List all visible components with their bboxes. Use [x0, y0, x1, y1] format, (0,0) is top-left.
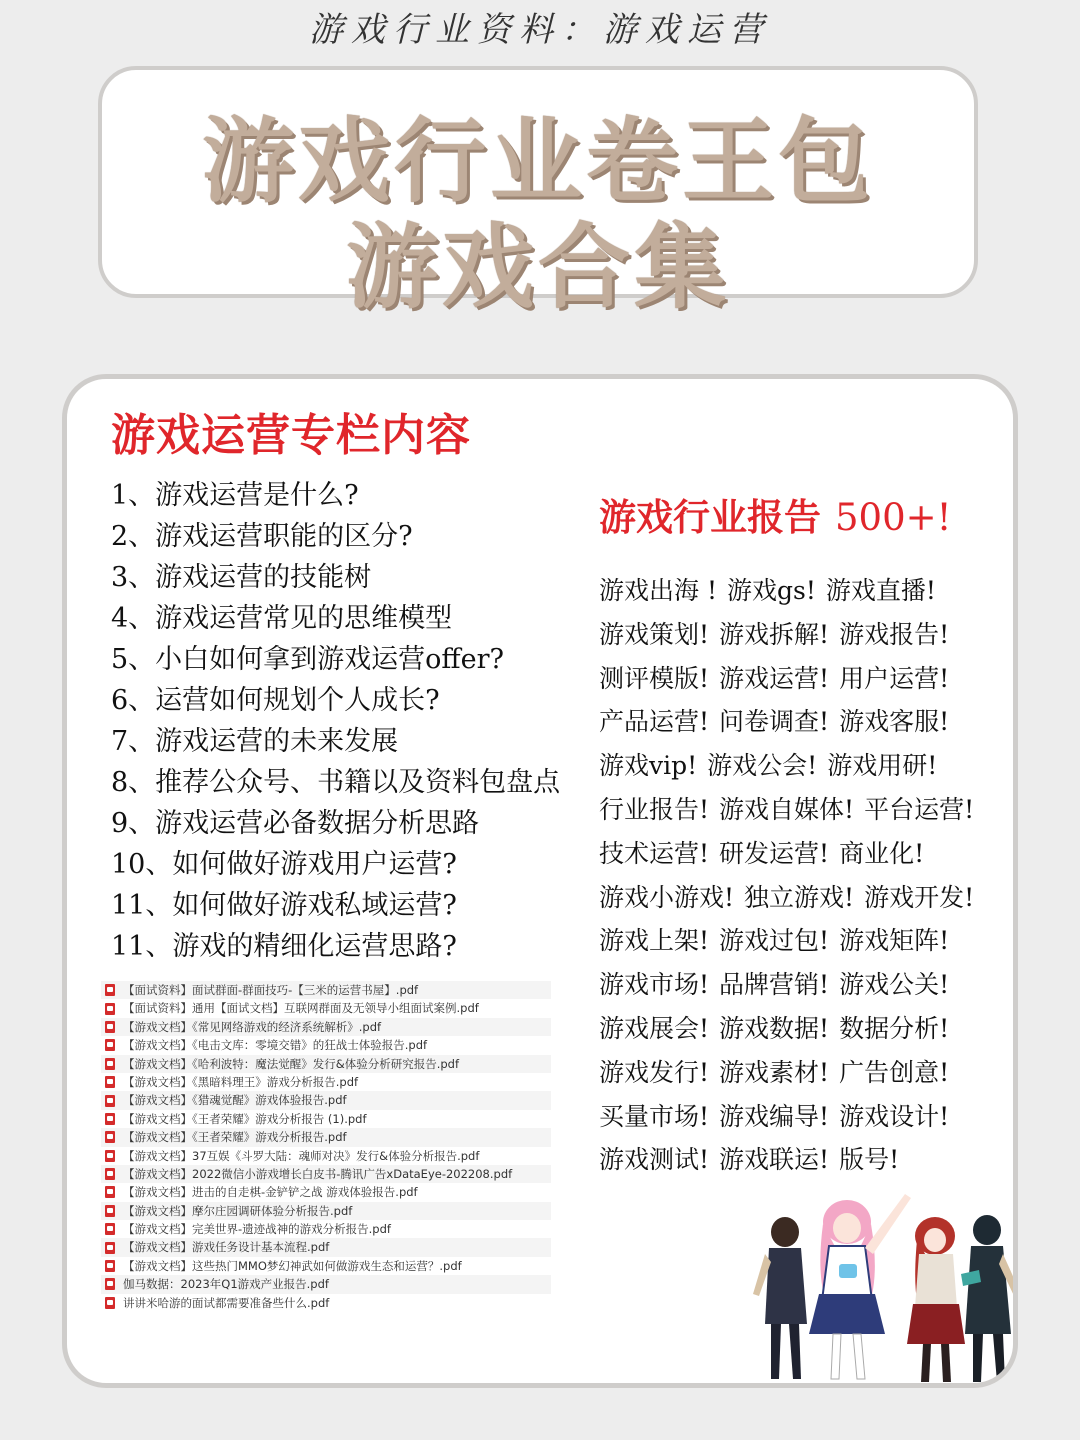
report-tag: 游戏用研! — [827, 751, 938, 781]
report-tag: 游戏自媒体! — [719, 794, 855, 824]
pdf-file-icon — [105, 1058, 115, 1070]
file-name: 【游戏文档】《王者荣耀》游戏分析报告.pdf — [123, 1130, 347, 1145]
report-tag: 游戏拆解! — [719, 619, 830, 649]
report-tag-row — [599, 1007, 1018, 1051]
topic-item: 5、小白如何拿到游戏运营offer? — [111, 644, 504, 675]
file-row[interactable] — [101, 1183, 551, 1201]
file-row[interactable] — [101, 1091, 551, 1109]
report-tag: 游戏设计! — [839, 1101, 950, 1131]
report-tag: 买量市场! — [599, 1101, 710, 1131]
file-name: 【游戏文档】《猎魂觉醒》游戏体验报告.pdf — [123, 1093, 347, 1108]
file-name: 【游戏文档】《王者荣耀》游戏分析报告 (1).pdf — [123, 1111, 367, 1126]
file-name: 【游戏文档】《电击文库：零境交错》的狂战士体验报告.pdf — [123, 1038, 428, 1053]
report-tag-row — [599, 832, 1018, 876]
report-tag: 游戏市场! — [599, 970, 710, 1000]
file-row[interactable] — [101, 1220, 551, 1238]
file-name: 【游戏文档】完美世界-遗迹战神的游戏分析报告.pdf — [123, 1222, 391, 1237]
topic-list — [111, 475, 560, 967]
pdf-file-icon — [105, 1076, 115, 1088]
topic-item: 2、游戏运营职能的区分? — [111, 521, 413, 552]
file-row[interactable] — [101, 1202, 551, 1220]
character-left — [753, 1217, 807, 1379]
report-heading-label: 游戏行业报告 — [599, 496, 821, 539]
file-name: 【游戏文档】2022微信小游戏增长白皮书-腾讯广告xDataEye-202208.pdf — [123, 1166, 513, 1181]
character-right — [961, 1215, 1018, 1382]
report-tag-row — [599, 744, 1018, 788]
section-title: 游戏运营专栏内容 — [111, 410, 471, 461]
character-red — [907, 1217, 965, 1382]
file-row[interactable] — [101, 1055, 551, 1073]
file-name: 讲讲米哈游的面试都需要准备些什么.pdf — [123, 1295, 330, 1310]
report-tag: 游戏vip! — [599, 751, 698, 781]
file-row[interactable] — [101, 1147, 551, 1165]
report-tag-row — [599, 919, 1018, 963]
file-name: 【游戏文档】进击的自走棋-金铲铲之战 游戏体验报告.pdf — [123, 1185, 418, 1200]
file-name: 【面试资料】通用【面试文档】互联网群面及无领导小组面试案例.pdf — [123, 1001, 479, 1016]
pdf-file-icon — [105, 1260, 115, 1272]
report-tag-row — [599, 613, 1018, 657]
file-row[interactable] — [101, 1238, 551, 1256]
file-row[interactable] — [101, 1073, 551, 1091]
report-tag: 行业报告! — [599, 794, 710, 824]
pdf-file-icon — [105, 1150, 115, 1162]
file-name: 【面试资料】面试群面-群面技巧-【三米的运营书屋】.pdf — [123, 983, 419, 997]
report-tag-row — [599, 788, 1018, 832]
file-name: 【游戏文档】游戏任务设计基本流程.pdf — [123, 1240, 330, 1255]
report-heading — [599, 487, 952, 541]
pdf-file-icon — [105, 1168, 115, 1180]
report-tag: 游戏发行! — [599, 1057, 710, 1087]
topic-item: 3、游戏运营的技能树 — [111, 562, 372, 593]
report-tag: 游戏编导! — [719, 1101, 830, 1131]
topic-item: 6、运营如何规划个人成长? — [111, 685, 440, 716]
topic-item: 11、游戏的精细化运营思路? — [111, 931, 457, 962]
title-banner — [98, 66, 978, 321]
report-tag: 游戏测试! — [599, 1145, 710, 1175]
file-row[interactable] — [101, 1018, 551, 1036]
report-tag: 游戏客服! — [839, 707, 950, 737]
report-tag: 游戏矩阵! — [839, 926, 950, 956]
pdf-file-icon — [105, 984, 115, 996]
file-row[interactable] — [101, 1165, 551, 1183]
content-card — [62, 374, 1018, 1388]
file-name: 【游戏文档】《常见网络游戏的经济系统解析》.pdf — [123, 1019, 382, 1034]
topic-item: 4、游戏运营常见的思维模型 — [111, 603, 453, 634]
file-row[interactable] — [101, 1275, 551, 1293]
report-tag-row — [599, 1051, 1018, 1095]
file-name: 【游戏文档】《哈利波特：魔法觉醒》发行&体验分析研究报告.pdf — [123, 1056, 460, 1071]
report-tag: 游戏出海 ! — [599, 576, 717, 605]
pdf-file-icon — [105, 1131, 115, 1143]
report-tag-row — [599, 657, 1018, 701]
report-tag: 游戏联运! — [719, 1145, 830, 1175]
pdf-file-icon — [105, 1186, 115, 1198]
report-tag: 平台运营! — [864, 794, 975, 824]
report-tag: 游戏小游戏! — [599, 882, 735, 912]
report-tag: 产品运营! — [599, 707, 710, 737]
pdf-file-icon — [105, 1205, 115, 1217]
report-tag: 商业化! — [839, 838, 925, 868]
topic-item: 9、游戏运营必备数据分析思路 — [111, 808, 480, 839]
file-row[interactable] — [101, 1110, 551, 1128]
pdf-file-icon — [105, 1297, 115, 1309]
report-count: 500+! — [835, 496, 952, 539]
pdf-file-icon — [105, 1039, 115, 1051]
report-tag-row — [599, 569, 1018, 613]
report-tag: 独立游戏! — [744, 882, 855, 912]
file-row[interactable] — [101, 1036, 551, 1054]
file-row[interactable] — [101, 981, 551, 999]
character-pink — [809, 1194, 911, 1379]
banner-title-line-2: 游戏合集 — [345, 214, 730, 321]
file-list-panel — [101, 981, 551, 1312]
pdf-file-icon — [105, 1223, 115, 1235]
report-tag: 用户运营! — [839, 663, 950, 693]
file-name: 【游戏文档】《黑暗料理王》游戏分析报告.pdf — [123, 1074, 359, 1089]
report-tag: 测评模版! — [599, 663, 710, 693]
topic-item: 8、推荐公众号、书籍以及资料包盘点 — [111, 767, 561, 798]
pdf-file-icon — [105, 1113, 115, 1125]
report-tag: 数据分析! — [839, 1013, 950, 1043]
report-tag-grid — [599, 569, 1018, 1182]
report-tag: 广告创意! — [839, 1057, 950, 1087]
report-tag: 游戏素材! — [719, 1057, 830, 1087]
pdf-file-icon — [105, 1021, 115, 1033]
report-tag: 游戏gs! — [727, 576, 816, 605]
anime-characters-illustration — [735, 1174, 1018, 1388]
file-name: 伽马数据：2023年Q1游戏产业报告.pdf — [123, 1277, 329, 1292]
file-row[interactable] — [101, 1257, 551, 1275]
report-tag: 游戏运营! — [719, 663, 830, 693]
report-tag: 游戏公会! — [707, 751, 818, 781]
pdf-file-icon — [105, 1003, 115, 1015]
report-tag: 游戏上架! — [599, 926, 710, 956]
pdf-file-icon — [105, 1242, 115, 1254]
report-tag: 游戏策划! — [599, 619, 710, 649]
topic-item: 1、游戏运营是什么? — [111, 480, 359, 511]
report-tag: 版号! — [839, 1145, 900, 1175]
file-row[interactable] — [101, 1294, 551, 1312]
report-tag: 游戏报告! — [839, 619, 950, 649]
file-row[interactable] — [101, 999, 551, 1017]
report-tag-row — [599, 876, 1018, 920]
report-tag: 游戏展会! — [599, 1013, 710, 1043]
file-name: 【游戏文档】这些热门MMO梦幻神武如何做游戏生态和运营？.pdf — [123, 1258, 462, 1273]
pdf-file-icon — [105, 1095, 115, 1107]
report-tag-row — [599, 1095, 1018, 1139]
report-tag: 技术运营! — [599, 838, 710, 868]
report-tag: 游戏直播! — [825, 576, 936, 605]
file-name: 【游戏文档】摩尔庄园调研体验分析报告.pdf — [123, 1203, 353, 1218]
report-tag-row — [599, 963, 1018, 1007]
topic-item: 11、如何做好游戏私域运营? — [111, 890, 457, 921]
banner-title-line-1: 游戏行业卷王包 — [201, 108, 874, 215]
topic-item: 10、如何做好游戏用户运营? — [111, 849, 457, 880]
report-tag: 品牌营销! — [719, 970, 830, 1000]
top-caption: 游戏行业资料：游戏运营 — [309, 10, 771, 50]
report-tag: 游戏公关! — [839, 970, 950, 1000]
topic-item: 7、游戏运营的未来发展 — [111, 726, 399, 757]
file-row[interactable] — [101, 1128, 551, 1146]
pdf-file-icon — [105, 1278, 115, 1290]
report-tag: 问卷调查! — [719, 707, 830, 737]
report-tag: 游戏开发! — [864, 882, 975, 912]
report-tag: 游戏数据! — [719, 1013, 830, 1043]
report-tag: 研发运营! — [719, 838, 830, 868]
file-name: 【游戏文档】37互娱《斗罗大陆：魂师对决》发行&体验分析报告.pdf — [123, 1148, 480, 1163]
report-tag: 游戏过包! — [719, 926, 830, 956]
report-tag-row — [599, 700, 1018, 744]
